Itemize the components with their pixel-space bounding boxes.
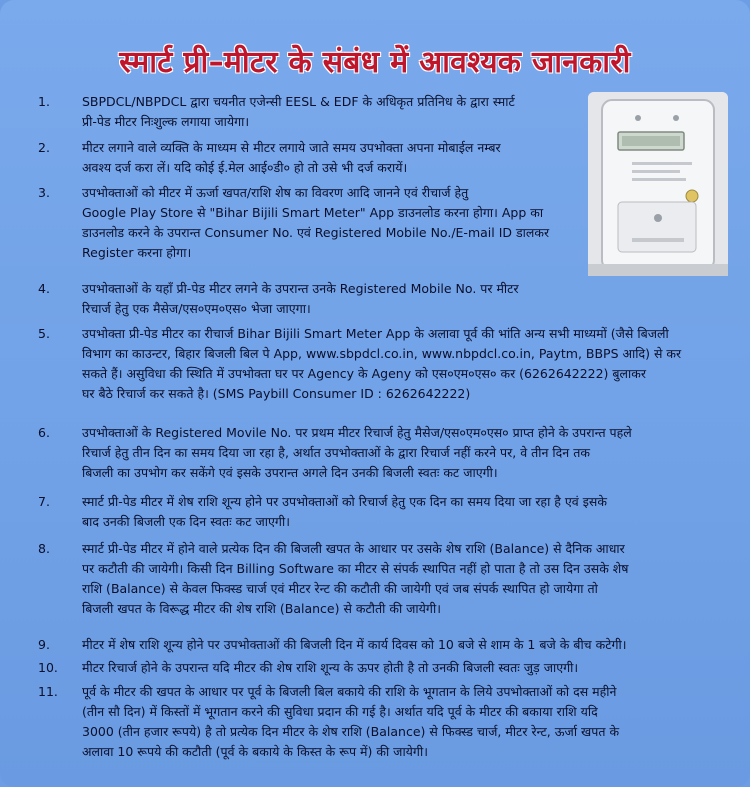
item-text: पर कटौती की जायेगी। किसी दिन Billing Software का मीटर से संपर्क स्थापित नहीं हो पाता है तो उस दिन उसके शेष	[82, 561, 629, 576]
item-text: 3000 (तीन हजार रूपये) है तो प्रत्येक दिन मीटर के शेष राशि (Balance) से फिक्स्ड चार्ज, मीटर रेन्ट, ऊर्जा खपत के	[82, 724, 620, 739]
item-text: Google Play Store से "Bihar Bijili Smart Meter" App डाउनलोड करना होगा। App का	[82, 205, 544, 220]
smart-meter-icon	[588, 92, 728, 276]
item-text: मीटर लगाने वाले व्यक्ति के माध्यम से मीटर लगाये जाते समय उपभोक्ता अपना मोबाईल नम्बर	[82, 140, 501, 155]
item-number: 4.	[38, 281, 50, 296]
item-text: उपभोक्ताओं के यहाँ प्री-पेड मीटर लगने के उपरान्त उनके Registered Mobile No. पर मीटर	[82, 281, 519, 296]
item-text: SBPDCL/NBPDCL द्वारा चयनीत एजेन्सी EESL & EDF के अधिकृत प्रतिनिध के द्वारा स्मार्ट	[82, 94, 515, 109]
item-text: Register करना होगा।	[82, 245, 192, 260]
item-text: उपभोक्ताओं को मीटर में ऊर्जा खपत/राशि शेष का विवरण आदि जानने एवं रीचार्ज हेतु	[82, 185, 469, 200]
item-text: अवश्य दर्ज करा लें। यदि कोई ई.मेल आई०डी० हो तो उसे भी दर्ज करायें।	[82, 160, 408, 175]
item-text: घर बैठे रिचार्ज कर सकते है। (SMS Paybill Consumer ID : 6262642222)	[82, 386, 471, 401]
item-text: डाउनलोड करने के उपरान्त Consumer No. एवं Registered Mobile No./E-mail ID डालकर	[82, 225, 550, 240]
smart-meter-image	[588, 92, 728, 276]
item-number: 7.	[38, 494, 50, 509]
item-text: रिचार्ज हेतु एक मैसेज/एस०एम०एस० भेजा जाएगा।	[82, 301, 311, 316]
item-text: पूर्व के मीटर की खपत के आधार पर पूर्व के बिजली बिल बकाये की राशि के भूगतान के लिये उपभोक्ताओं को दस महीने	[82, 684, 617, 699]
item-text: राशि (Balance) से केवल फिक्स्ड चार्ज एवं मीटर रेन्ट की कटौती की जायेगी एवं जब संपर्क स्थापित हो जायेगा तो	[82, 581, 598, 596]
item-text: प्री-पेड मीटर निःशुल्क लगाया जायेगा।	[82, 114, 250, 129]
item-number: 11.	[38, 684, 58, 699]
item-number: 9.	[38, 637, 50, 652]
item-text: अलावा 10 रूपये की कटौती (पूर्व के बकाये के किस्त के रूप में) की जायेगी।	[82, 744, 428, 759]
item-text: सकते हैं। असुविधा की स्थिति में उपभोक्ता घर पर Agency के Ageny को एस०एम०एस० कर (6262642222) बुलाकर	[82, 366, 646, 381]
item-number: 2.	[38, 140, 50, 155]
item-text: विभाग का काउन्टर, बिहार बिजली बिल पे App, www.sbpdcl.co.in, www.nbpdcl.co.in, Paytm, BBPS आदि) से कर	[82, 346, 682, 361]
item-number: 5.	[38, 326, 50, 341]
item-text: उपभोक्ता प्री-पेड मीटर का रीचार्ज Bihar Bijili Smart Meter App के अलावा पूर्व की भांति अन्य सभी माध्यमों (जैसे बिजली	[82, 326, 669, 341]
item-text: स्मार्ट प्री-पेड मीटर में शेष राशि शून्य होने पर उपभोक्ताओं को रिचार्ज हेतु एक दिन का समय दिया जा रहा है एवं इसके	[82, 494, 607, 509]
item-text: बिजली का उपभोग कर सकेंगे एवं इसके उपरान्त अगले दिन उनकी बिजली स्वतः कट जाएगी।	[82, 465, 498, 480]
item-number: 10.	[38, 660, 58, 675]
item-text: मीटर में शेष राशि शून्य होने पर उपभोक्ताओं की बिजली दिन में कार्य दिवस को 10 बजे से शाम के 1 बजे के बीच कटेगी।	[82, 637, 627, 652]
item-number: 3.	[38, 185, 50, 200]
item-text: बिजली खपत के विरूद्ध मीटर की शेष राशि (Balance) से कटौती की जायेगी।	[82, 601, 441, 616]
item-text: रिचार्ज हेतु तीन दिन का समय दिया जा रहा है, अर्थात उपभोक्ताओं के द्वारा रिचार्ज नहीं करने पर, वे तीन दिन तक	[82, 445, 590, 460]
item-number: 8.	[38, 541, 50, 556]
item-text: (तीन सौ दिन) में किस्तों में भूगतान करने की सुविधा प्रदान की गई है। अर्थात यदि पूर्व के मीटर की बकाया राशि यदि	[82, 704, 598, 719]
item-text: मीटर रिचार्ज होने के उपरान्त यदि मीटर की शेष राशि शून्य के ऊपर होती है तो उनकी बिजली स्वतः जुड़ जाएगी।	[82, 660, 579, 675]
poster-title: स्मार्ट प्री–मीटर के संबंध में आवश्यक जानकारी	[119, 45, 631, 80]
item-text: उपभोक्ताओं के Registered Movile No. पर प्रथम मीटर रिचार्ज हेतु मैसेज/एस०एम०एस० प्राप्त होने के उपरान्त पहले	[82, 425, 632, 440]
item-text: बाद उनकी बिजली एक दिन स्वतः कट जाएगी।	[82, 514, 290, 529]
item-text: स्मार्ट प्री-पेड मीटर में होने वाले प्रत्येक दिन की बिजली खपत के आधार पर उसके शेष राशि (Balance) से दैनिक आधार	[82, 541, 625, 556]
item-number: 6.	[38, 425, 50, 440]
item-number: 1.	[38, 94, 50, 109]
